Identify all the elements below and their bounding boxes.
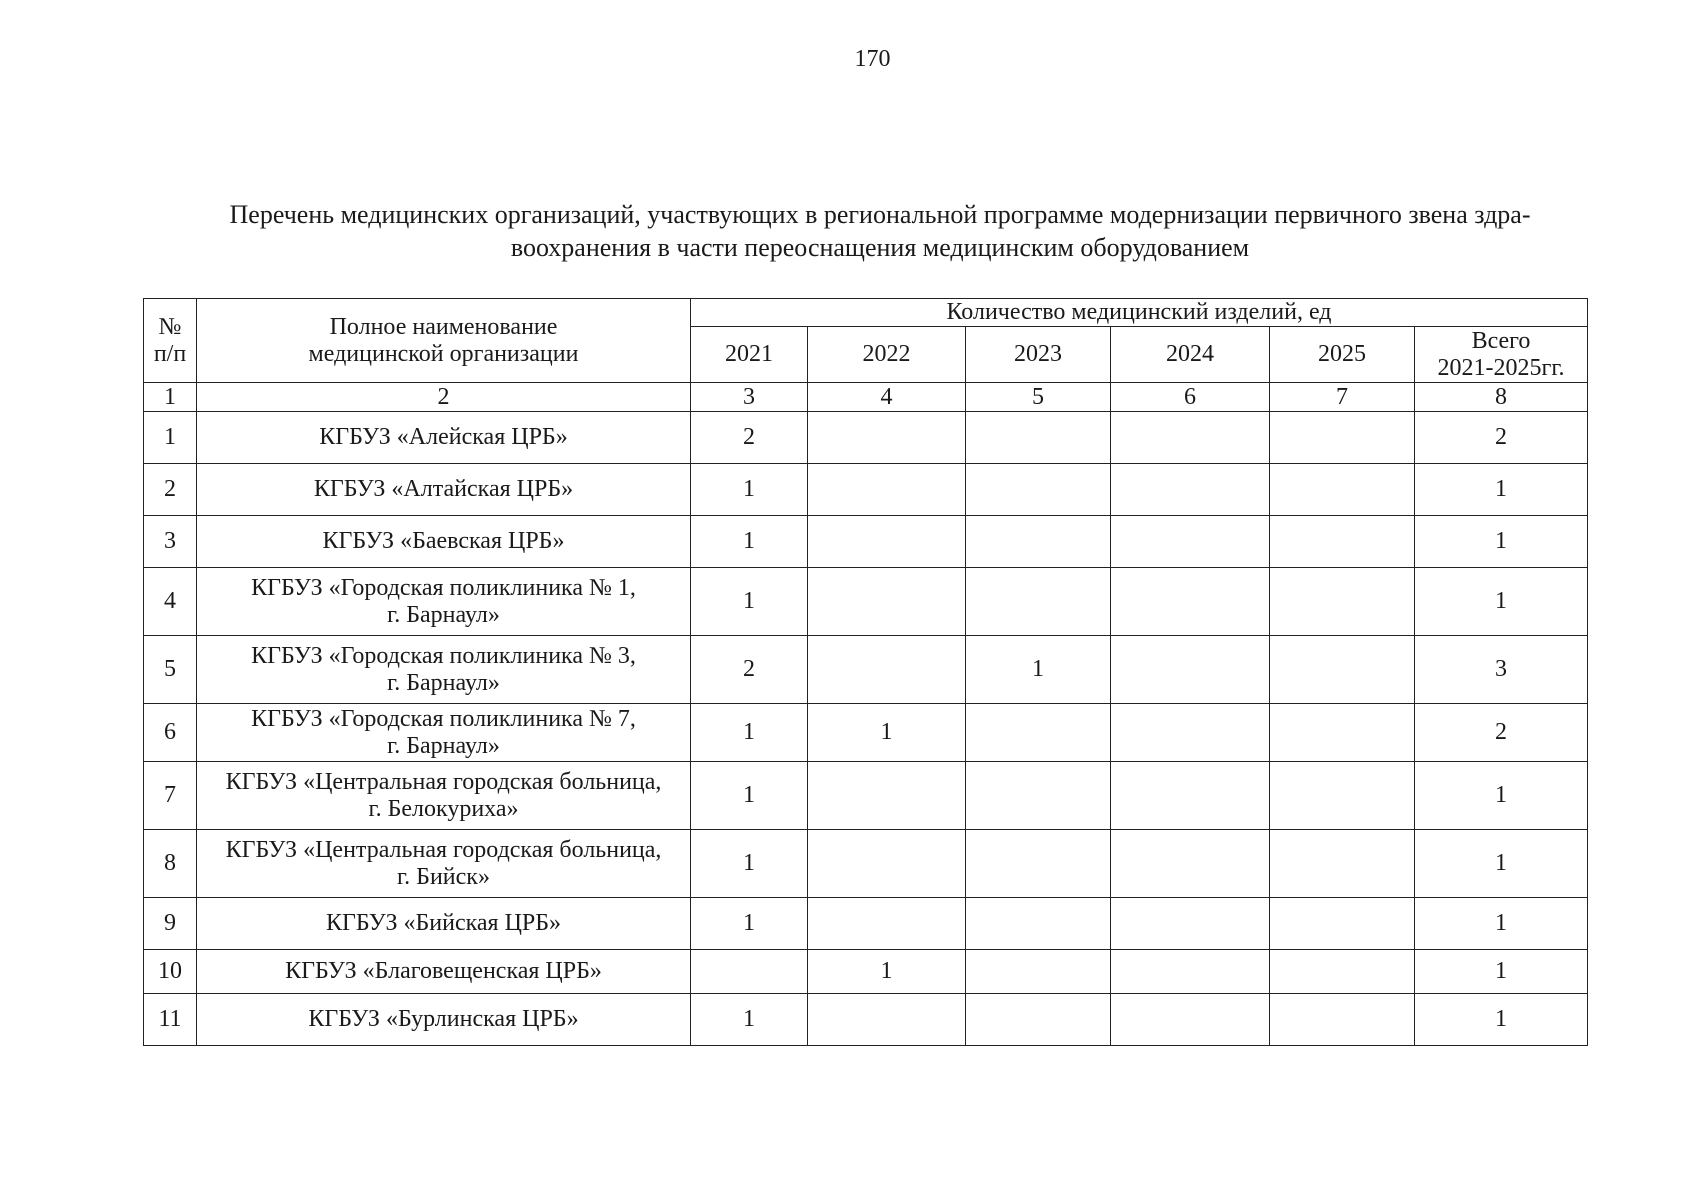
cell-total: 1 <box>1415 516 1588 568</box>
column-number: 6 <box>1111 383 1270 412</box>
cell-2025 <box>1270 898 1415 950</box>
title-line-1: Перечень медицинских организаций, участвующих в региональной программе модернизации первичного звена здра- <box>229 200 1531 229</box>
cell-2025 <box>1270 568 1415 636</box>
row-no: 9 <box>144 898 197 950</box>
header-total: Всего 2021-2025гг. <box>1415 327 1588 383</box>
row-no: 7 <box>144 762 197 830</box>
cell-2023 <box>966 704 1111 762</box>
table-row <box>144 516 1588 568</box>
row-no: 3 <box>144 516 197 568</box>
cell-2022 <box>808 464 966 516</box>
cell-2022 <box>808 898 966 950</box>
row-org-name: КГБУЗ «Центральная городская больница, г. Белокуриха» <box>197 762 691 830</box>
cell-2025 <box>1270 994 1415 1046</box>
row-no: 8 <box>144 830 197 898</box>
cell-total: 1 <box>1415 762 1588 830</box>
table-row <box>144 950 1588 994</box>
cell-2021: 1 <box>691 994 808 1046</box>
column-number: 4 <box>808 383 966 412</box>
table-row <box>144 994 1588 1046</box>
cell-total: 3 <box>1415 636 1588 704</box>
header-year-2022: 2022 <box>808 327 966 383</box>
cell-2025 <box>1270 704 1415 762</box>
row-org-name: КГБУЗ «Благовещенская ЦРБ» <box>197 950 691 994</box>
cell-2021: 1 <box>691 568 808 636</box>
cell-2021 <box>691 950 808 994</box>
cell-2022: 1 <box>808 704 966 762</box>
row-no: 4 <box>144 568 197 636</box>
row-org-name: КГБУЗ «Бурлинская ЦРБ» <box>197 994 691 1046</box>
cell-2024 <box>1111 464 1270 516</box>
row-org-name: КГБУЗ «Баевская ЦРБ» <box>197 516 691 568</box>
header-no: № п/п <box>144 299 197 383</box>
table-row <box>144 412 1588 464</box>
cell-2021: 2 <box>691 636 808 704</box>
table-row <box>144 704 1588 762</box>
column-number: 5 <box>966 383 1111 412</box>
cell-2023 <box>966 830 1111 898</box>
cell-2024 <box>1111 636 1270 704</box>
cell-2022 <box>808 636 966 704</box>
cell-2025 <box>1270 950 1415 994</box>
header-org-name: Полное наименование медицинской организации <box>197 299 691 383</box>
cell-2021: 1 <box>691 704 808 762</box>
row-org-name: КГБУЗ «Городская поликлиника № 3, г. Барнаул» <box>197 636 691 704</box>
header-year-2024: 2024 <box>1111 327 1270 383</box>
row-org-name: КГБУЗ «Городская поликлиника № 7, г. Барнаул» <box>197 704 691 762</box>
cell-2023 <box>966 898 1111 950</box>
row-org-name: КГБУЗ «Центральная городская больница, г. Бийск» <box>197 830 691 898</box>
cell-total: 2 <box>1415 412 1588 464</box>
cell-2025 <box>1270 412 1415 464</box>
document-title <box>150 198 1610 264</box>
header-year-2021: 2021 <box>691 327 808 383</box>
cell-2025 <box>1270 762 1415 830</box>
cell-2023 <box>966 950 1111 994</box>
row-org-name: КГБУЗ «Бийская ЦРБ» <box>197 898 691 950</box>
column-number: 2 <box>197 383 691 412</box>
header-year-2023: 2023 <box>966 327 1111 383</box>
cell-2021: 2 <box>691 412 808 464</box>
page-number: 170 <box>854 46 891 72</box>
cell-2022 <box>808 568 966 636</box>
table-container <box>143 298 1588 1046</box>
cell-2022 <box>808 830 966 898</box>
column-number: 7 <box>1270 383 1415 412</box>
column-numbers-row <box>144 383 1588 412</box>
table-row <box>144 898 1588 950</box>
cell-total: 1 <box>1415 898 1588 950</box>
cell-2021: 1 <box>691 464 808 516</box>
cell-2021: 1 <box>691 898 808 950</box>
header-year-2025: 2025 <box>1270 327 1415 383</box>
table-row <box>144 636 1588 704</box>
cell-2022 <box>808 762 966 830</box>
cell-2022 <box>808 994 966 1046</box>
column-number: 3 <box>691 383 808 412</box>
cell-2025 <box>1270 636 1415 704</box>
column-number: 8 <box>1415 383 1588 412</box>
cell-total: 1 <box>1415 950 1588 994</box>
cell-2024 <box>1111 898 1270 950</box>
table-row <box>144 762 1588 830</box>
row-no: 2 <box>144 464 197 516</box>
title-line-2: воохранения в части переоснащения медицинским оборудованием <box>510 233 1250 262</box>
cell-2023 <box>966 516 1111 568</box>
row-no: 6 <box>144 704 197 762</box>
row-org-name: КГБУЗ «Алтайская ЦРБ» <box>197 464 691 516</box>
cell-total: 2 <box>1415 704 1588 762</box>
cell-2024 <box>1111 994 1270 1046</box>
cell-2025 <box>1270 830 1415 898</box>
cell-2025 <box>1270 516 1415 568</box>
cell-2021: 1 <box>691 762 808 830</box>
row-no: 11 <box>144 994 197 1046</box>
cell-total: 1 <box>1415 830 1588 898</box>
cell-2022 <box>808 516 966 568</box>
cell-2024 <box>1111 412 1270 464</box>
cell-2024 <box>1111 830 1270 898</box>
row-no: 10 <box>144 950 197 994</box>
cell-2021: 1 <box>691 830 808 898</box>
table-row <box>144 830 1588 898</box>
cell-2023 <box>966 464 1111 516</box>
row-org-name: КГБУЗ «Городская поликлиника № 1, г. Барнаул» <box>197 568 691 636</box>
table-row <box>144 464 1588 516</box>
cell-2024 <box>1111 704 1270 762</box>
cell-2024 <box>1111 568 1270 636</box>
cell-total: 1 <box>1415 994 1588 1046</box>
cell-2023 <box>966 568 1111 636</box>
cell-2023 <box>966 994 1111 1046</box>
cell-total: 1 <box>1415 464 1588 516</box>
cell-2024 <box>1111 950 1270 994</box>
cell-2022 <box>808 412 966 464</box>
header-quantity-group: Количество медицинский изделий, ед <box>691 299 1588 327</box>
cell-2024 <box>1111 516 1270 568</box>
table-row <box>144 568 1588 636</box>
cell-2022: 1 <box>808 950 966 994</box>
cell-2021: 1 <box>691 516 808 568</box>
organizations-table <box>143 298 1588 1046</box>
column-number: 1 <box>144 383 197 412</box>
cell-2023 <box>966 412 1111 464</box>
cell-2025 <box>1270 464 1415 516</box>
row-no: 5 <box>144 636 197 704</box>
cell-2023: 1 <box>966 636 1111 704</box>
row-no: 1 <box>144 412 197 464</box>
cell-2023 <box>966 762 1111 830</box>
row-org-name: КГБУЗ «Алейская ЦРБ» <box>197 412 691 464</box>
cell-2024 <box>1111 762 1270 830</box>
cell-total: 1 <box>1415 568 1588 636</box>
